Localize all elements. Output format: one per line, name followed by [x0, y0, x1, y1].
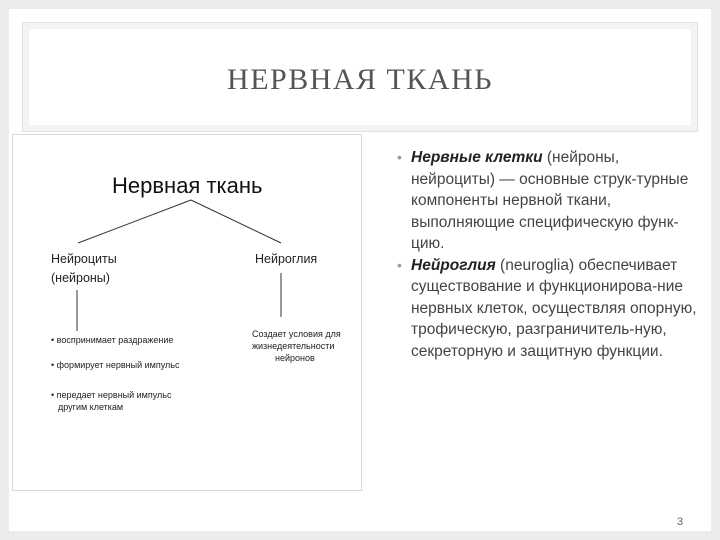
diagram-right-item: жизнедеятельности	[252, 341, 335, 351]
bullet-item	[399, 147, 699, 255]
slide-title: НЕРВНАЯ ТКАНЬ	[227, 63, 493, 96]
diagram-left-item: • воспринимает раздражение	[51, 335, 174, 345]
diagram-node-neuroglia: Нейроглия	[255, 252, 318, 266]
diagram-node-neurons: (нейроны)	[51, 271, 110, 285]
page-number: 3	[677, 516, 684, 528]
diagram-line-right-branch	[191, 200, 281, 243]
diagram-heading: Нервная ткань	[112, 173, 263, 198]
slide	[9, 9, 711, 531]
bullet-term: Нейроглия	[411, 256, 496, 274]
diagram-line-left-branch	[78, 200, 191, 243]
diagram-left-item: • передает нервный импульс	[51, 390, 172, 400]
bullet-text: (neuroglia) обеспечивает существование и функционирова-ние нервных клеток, осуществляя опорную, трофическую, разграничитель-ную, секреторную и защитную функции.	[411, 256, 697, 360]
diagram-right-item: Создает условия для	[252, 329, 341, 339]
diagram-image	[12, 134, 362, 491]
diagram-left-item: • формирует нервный импульс	[51, 360, 180, 370]
bullet-dot: •	[397, 149, 402, 165]
title-box	[23, 23, 697, 131]
bullet-list	[399, 147, 699, 362]
bullet-item	[399, 255, 699, 363]
diagram-left-item: другим клеткам	[58, 402, 124, 412]
bullet-dot: •	[397, 256, 402, 273]
diagram-right-item: нейронов	[275, 353, 315, 363]
diagram-node-neurocytes: Нейроциты	[51, 252, 117, 266]
bullet-term: Нервные клетки	[411, 149, 543, 166]
bullet-text: (нейроны, нейроциты) — основные струк-турные компоненты нервной ткани, выполняющие специфическую функ-цию.	[411, 149, 689, 252]
